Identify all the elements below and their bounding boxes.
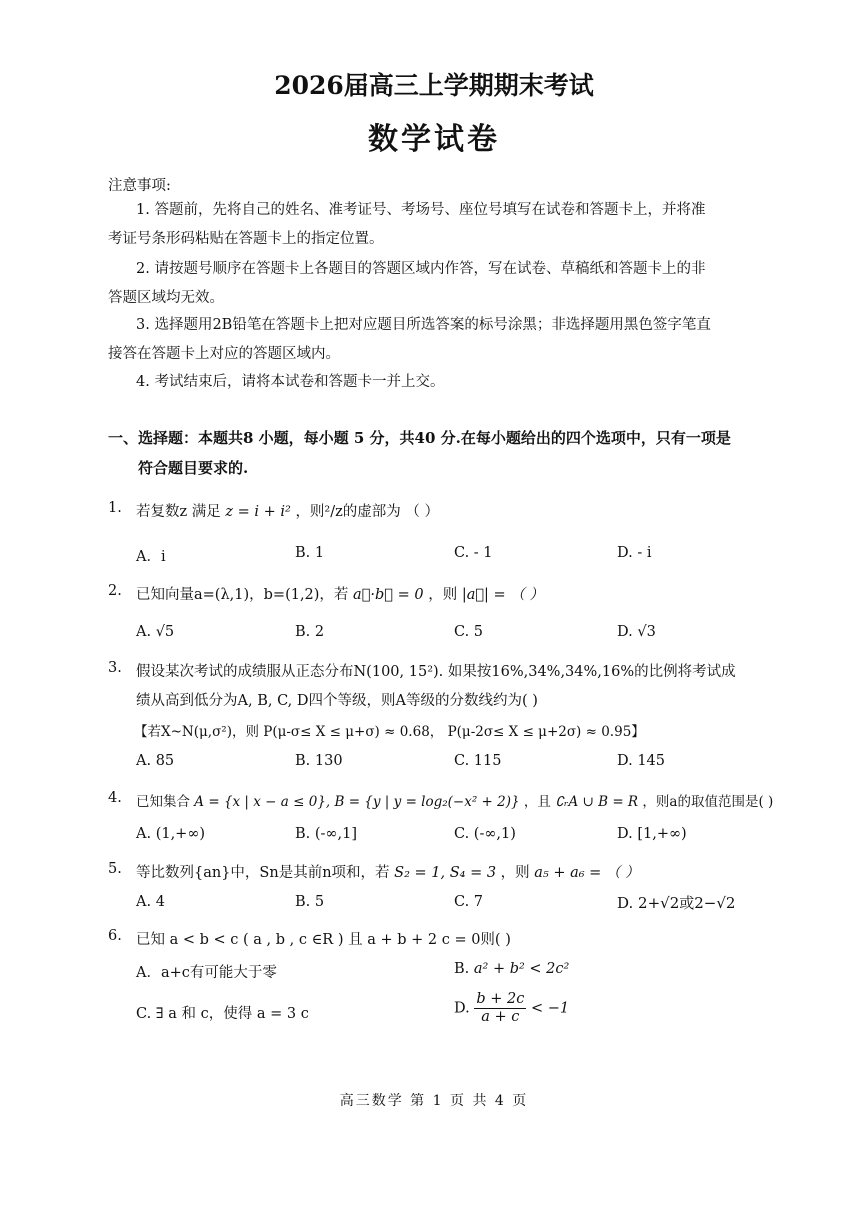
note-4-line-1: 4. 考试结束后，请将本试卷和答题卡一并上交。 [136,374,445,390]
question-4-math: A = {x | x − a ≤ 0}, B = {y | y = log₂(−x² + 2)} [194,794,520,810]
question-2-number: 2. [108,583,122,599]
question-6-stem: 已知 a < b < c ( a , b , c ∈R ) 且 a + b + 2 c = 0则( ) [136,932,511,948]
question-1-option-d: D. - i [617,545,652,561]
question-6-option-b-label: B. [454,961,470,977]
question-6-option-b [454,961,569,977]
question-2-text-a: 已知向量a=(λ,1)，b=(1,2)，若 [136,587,349,603]
question-3-line-1: 假设某次考试的成绩服从正态分布N(100, 15²). 如果按16%,34%,34%,16%的比例将考试成 [136,664,736,680]
note-1-line-2: 考证号条形码粘贴在答题卡上的指定位置。 [108,231,384,247]
question-6-option-d-numerator: b + 2c [476,991,525,1007]
question-5-math-2: a₅ + a₆ = （ ） [534,865,640,881]
question-4-math-2: ∁ᵣA ∪ B = R [555,794,639,810]
question-2-math: a⃗·b⃗ = 0 [353,587,424,603]
note-3-line-1: 3. 选择题用2B铅笔在答题卡上把对应题目所选答案的标号涂黑；非选择题用黑色签字笔直 [136,317,711,333]
note-2-line-1: 2. 请按题号顺序在答题卡上各题目的答题区域内作答，写在试卷、草稿纸和答题卡上的非 [136,261,706,277]
question-2-text-b: ，则 [428,587,458,603]
question-1-text-b: ，则²/z的虚部为 （ ） [295,504,439,520]
question-4-text-a: 已知集合 [136,794,190,810]
question-1-number: 1. [108,500,122,516]
question-5-option-a: A. 4 [136,894,165,910]
question-5-number: 5. [108,861,122,877]
question-5-option-b: B. 5 [295,894,325,910]
section-line-2: 符合题目要求的. [138,459,249,477]
question-2-option-d: D. √3 [617,624,656,640]
question-6-option-d [454,991,569,1026]
question-4-text-b: ，且 [523,794,551,810]
question-4-option-b: B. (-∞,1] [295,826,358,842]
question-1-option-c: C. - 1 [454,545,493,561]
question-6-option-d-rest: < −1 [530,1000,570,1017]
section-line-1: 一、选择题：本题共8 小题，每小题 5 分，共40 分.在每小题给出的四个选项中，只有一项是 [108,429,731,447]
question-6-option-d-denominator: a + c [481,1009,520,1025]
question-5-text-b: ，则 [500,865,530,881]
question-3-number: 3. [108,660,122,676]
question-4-text-c: ，则a的取值范围是( ) [642,794,774,810]
section-heading [108,423,780,483]
exam-title: 2026届高三上学期期末考试 [274,71,594,100]
note-3-line-2: 接答在答题卡上对应的答题区域内。 [108,346,340,362]
question-1-text-a: 若复数z 满足 [136,504,221,520]
note-item-3 [108,311,768,369]
exam-subject: 数学试卷 [368,122,500,157]
question-5-math: S₂ = 1, S₄ = 3 [394,865,497,881]
question-1-option-a: A．i [136,549,166,565]
question-3-option-b: B. 130 [295,753,343,769]
question-2-stem [136,583,544,604]
question-3-hint: 【若X~N(μ,σ²)，则 P(μ-σ≤ X ≤ μ+σ) ≈ 0.68， P(μ-2σ≤ X ≤ μ+2σ) ≈ 0.95】 [134,724,645,740]
question-4-option-a: A. (1,+∞) [136,826,206,842]
note-2-line-2: 答题区域均无效。 [108,290,224,306]
note-item-4 [108,368,768,397]
question-2-option-b: B. 2 [295,624,325,640]
question-2-option-a: A. √5 [136,624,175,640]
question-6-option-a: A．a+c有可能大于零 [136,965,277,981]
question-1-stem [136,500,439,521]
question-5-text-a: 等比数列{an}中，Sn是其前n项和，若 [136,865,390,881]
note-item-1 [108,196,768,254]
question-4-stem [136,790,773,810]
question-6-option-d-label: D. [454,1000,470,1017]
question-2-math-2: |a⃗| = （ ） [461,587,544,603]
question-4-number: 4. [108,790,122,806]
question-6-option-c: C. ∃ a 和 c，使得 a = 3 c [136,1006,309,1022]
question-3-option-d: D. 145 [617,753,666,769]
question-5-option-c: C. 7 [454,894,484,910]
question-2-option-c: C. 5 [454,624,484,640]
notes-heading: 注意事项: [108,178,171,194]
question-6-option-d-fraction [474,991,526,1026]
note-1-line-1: 1. 答题前，先将自己的姓名、准考证号、考场号、座位号填写在试卷和答题卡上，并将准 [136,202,706,218]
page-footer: 高三数学 第 1 页 共 4 页 [339,1093,529,1109]
question-5-option-d: D. 2+√2或2−√2 [617,894,736,912]
question-4-option-c: C. (-∞,1) [454,826,516,842]
question-6-number: 6. [108,928,122,944]
question-4-option-d: D. [1,+∞) [617,826,687,842]
question-3-line-2: 绩从高到低分为A, B, C, D四个等级，则A等级的分数线约为( ) [136,693,538,709]
question-1-math: z = i + i² [225,504,291,520]
question-1-option-b: B. 1 [295,545,325,561]
question-3-option-a: A. 85 [136,753,175,769]
note-item-2 [108,255,768,313]
question-6-option-b-math: a² + b² < 2c² [473,961,570,977]
question-5-stem [136,861,640,882]
question-3-option-c: C. 115 [454,753,502,769]
